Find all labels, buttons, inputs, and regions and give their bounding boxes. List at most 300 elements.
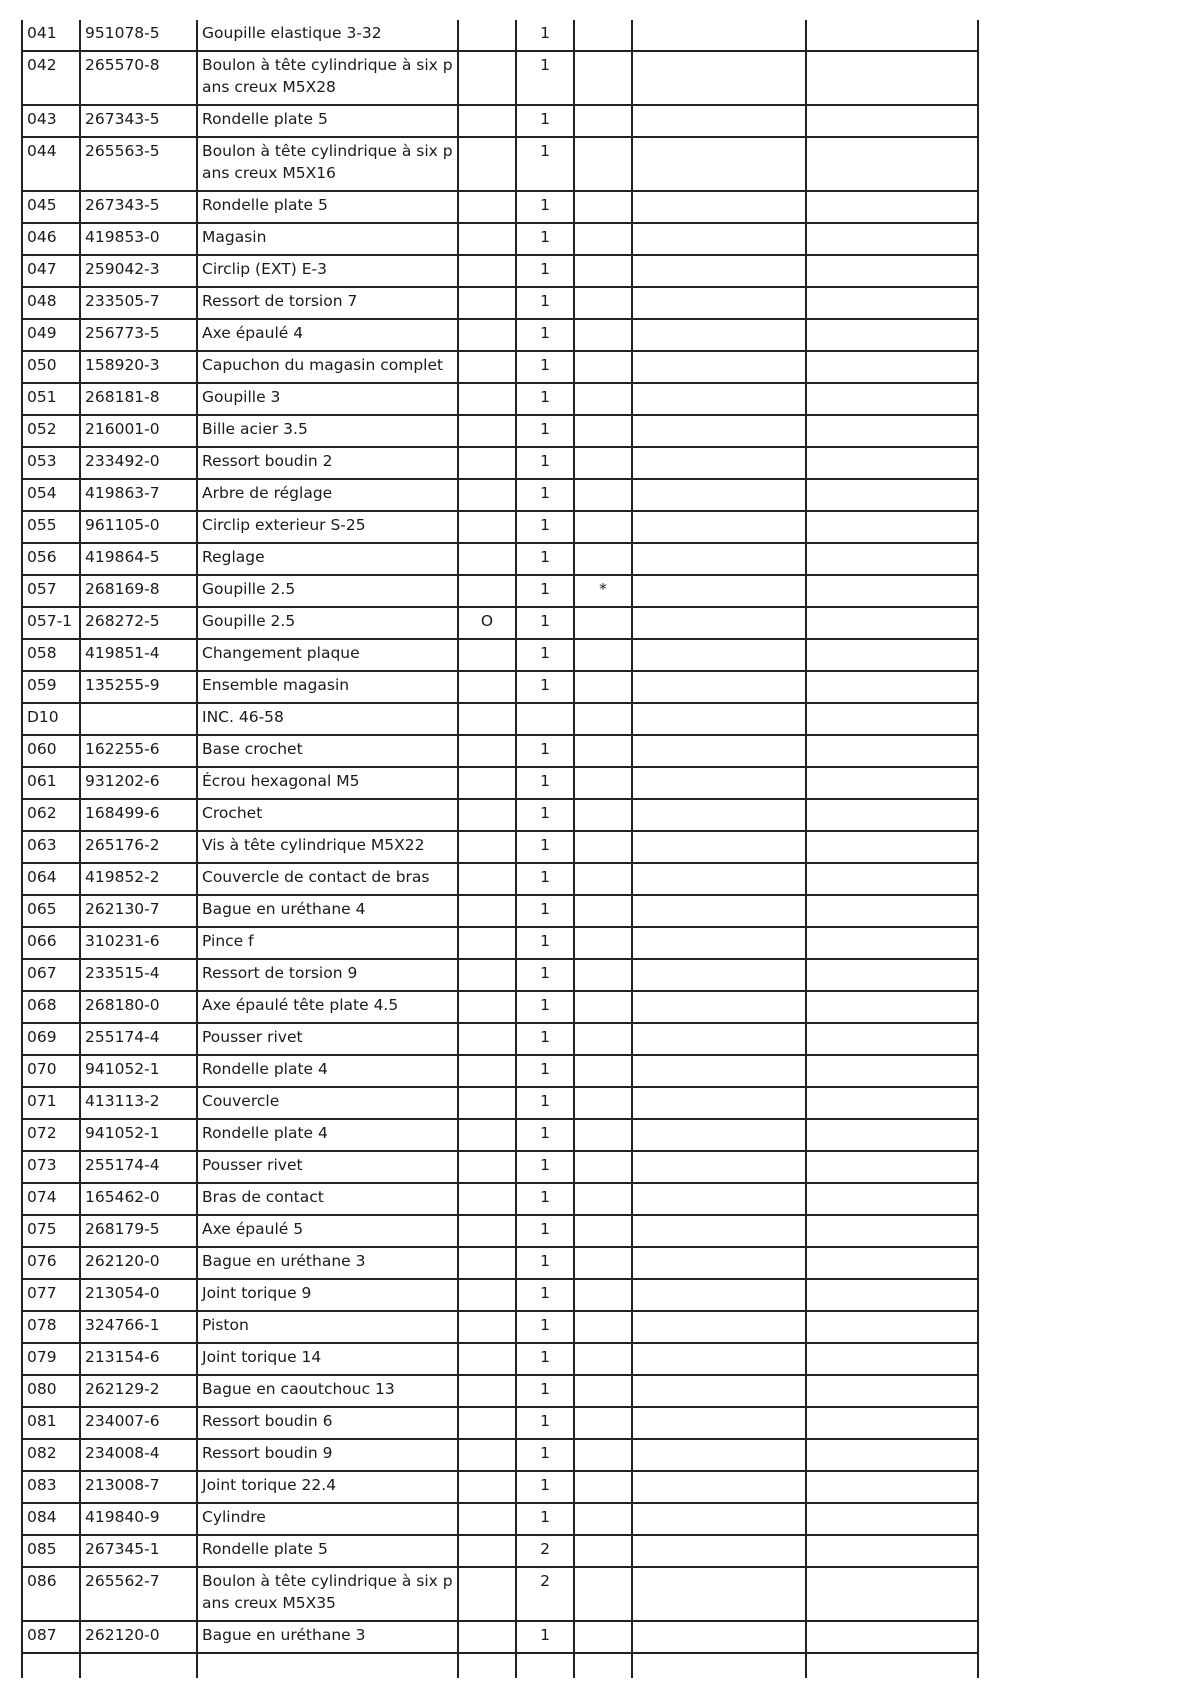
item-number: 069: [22, 1023, 80, 1055]
description: Axe épaulé 5: [197, 1215, 458, 1247]
marker-star: [574, 639, 632, 671]
marker-star: [574, 511, 632, 543]
table-row: [22, 799, 978, 831]
note-cell-2: [806, 799, 978, 831]
table-row: [22, 447, 978, 479]
note-cell-2: [806, 1621, 978, 1653]
note-cell: [632, 607, 806, 639]
quantity: 1: [516, 991, 574, 1023]
item-number: 072: [22, 1119, 80, 1151]
item-number: 057: [22, 575, 80, 607]
description: Ressort de torsion 7: [197, 287, 458, 319]
quantity: 1: [516, 1439, 574, 1471]
table-row: [22, 895, 978, 927]
marker-o: [458, 1055, 516, 1087]
note-cell: [632, 1439, 806, 1471]
note-cell: [632, 639, 806, 671]
description: Goupille 3: [197, 383, 458, 415]
marker-o: [458, 1621, 516, 1653]
part-number: 267345-1: [80, 1535, 197, 1567]
note-cell: [632, 1215, 806, 1247]
item-number: 074: [22, 1183, 80, 1215]
marker-o: [458, 51, 516, 105]
table-row: [22, 1247, 978, 1279]
description: Rondelle plate 5: [197, 191, 458, 223]
part-number: 961105-0: [80, 511, 197, 543]
part-number: 256773-5: [80, 319, 197, 351]
marker-star: [574, 255, 632, 287]
quantity: 1: [516, 639, 574, 671]
description: Rondelle plate 5: [197, 105, 458, 137]
table-row: [22, 51, 978, 105]
note-cell: [632, 575, 806, 607]
description: Goupille 2.5: [197, 607, 458, 639]
marker-star: [574, 1215, 632, 1247]
marker-o: [458, 1023, 516, 1055]
note-cell: [632, 223, 806, 255]
item-number: 046: [22, 223, 80, 255]
note-cell: [632, 1247, 806, 1279]
marker-o: [458, 415, 516, 447]
description: Boulon à tête cylindrique à six pans creux M5X16: [197, 137, 458, 191]
item-number: 083: [22, 1471, 80, 1503]
description: Vis à tête cylindrique M5X22: [197, 831, 458, 863]
note-cell-2: [806, 1023, 978, 1055]
item-number: 084: [22, 1503, 80, 1535]
note-cell-2: [806, 319, 978, 351]
item-number: 057-1: [22, 607, 80, 639]
note-cell-2: [806, 447, 978, 479]
item-number: 081: [22, 1407, 80, 1439]
part-number: 419863-7: [80, 479, 197, 511]
table-row: [22, 703, 978, 735]
marker-o: [458, 1503, 516, 1535]
item-number: 085: [22, 1535, 80, 1567]
marker-o: [458, 671, 516, 703]
table-row: [22, 1023, 978, 1055]
note-cell-2: [806, 51, 978, 105]
table-row: [22, 1503, 978, 1535]
description: Rondelle plate 5: [197, 1535, 458, 1567]
table-row: [22, 991, 978, 1023]
table-row: [22, 639, 978, 671]
part-number: 262120-0: [80, 1247, 197, 1279]
part-number: 234007-6: [80, 1407, 197, 1439]
part-number: 213154-6: [80, 1343, 197, 1375]
item-number: 055: [22, 511, 80, 543]
description: Pousser rivet: [197, 1023, 458, 1055]
note-cell: [632, 1279, 806, 1311]
table-row: [22, 479, 978, 511]
table-row: [22, 1087, 978, 1119]
note-cell: [632, 287, 806, 319]
quantity: 1: [516, 191, 574, 223]
note-cell-2: [806, 137, 978, 191]
marker-star: [574, 223, 632, 255]
part-number: 268180-0: [80, 991, 197, 1023]
note-cell-2: [806, 1215, 978, 1247]
marker-star: [574, 1279, 632, 1311]
table-row: [22, 1279, 978, 1311]
marker-o: [458, 1343, 516, 1375]
quantity: 1: [516, 105, 574, 137]
marker-star: [574, 51, 632, 105]
item-number: 049: [22, 319, 80, 351]
note-cell: [632, 1055, 806, 1087]
marker-star: [574, 1023, 632, 1055]
quantity: [516, 703, 574, 735]
part-number: 262129-2: [80, 1375, 197, 1407]
note-cell: [632, 1621, 806, 1653]
part-number: 324766-1: [80, 1311, 197, 1343]
note-cell-2: [806, 767, 978, 799]
marker-star: [574, 105, 632, 137]
marker-o: [458, 895, 516, 927]
note-cell-2: [806, 1087, 978, 1119]
marker-o: [458, 511, 516, 543]
marker-o: [458, 1119, 516, 1151]
part-number: 419864-5: [80, 543, 197, 575]
note-cell: [632, 831, 806, 863]
marker-star: [574, 1471, 632, 1503]
marker-star: [574, 479, 632, 511]
description: Arbre de réglage: [197, 479, 458, 511]
quantity: 1: [516, 607, 574, 639]
description: Ressort boudin 2: [197, 447, 458, 479]
marker-star: [574, 1407, 632, 1439]
note-cell: [632, 895, 806, 927]
item-number: 087: [22, 1621, 80, 1653]
note-cell: [632, 1151, 806, 1183]
marker-o: [458, 639, 516, 671]
table-row: [22, 511, 978, 543]
quantity: 1: [516, 767, 574, 799]
part-number: 268179-5: [80, 1215, 197, 1247]
marker-star: [574, 767, 632, 799]
description: Axe épaulé 4: [197, 319, 458, 351]
marker-star: [574, 1311, 632, 1343]
note-cell-2: [806, 895, 978, 927]
table-row: [22, 959, 978, 991]
marker-star: [574, 1151, 632, 1183]
description: Circlip (EXT) E-3: [197, 255, 458, 287]
description: Goupille 2.5: [197, 575, 458, 607]
quantity: 1: [516, 223, 574, 255]
quantity: 2: [516, 1567, 574, 1621]
marker-star: [574, 383, 632, 415]
description: INC. 46-58: [197, 703, 458, 735]
marker-star: [574, 543, 632, 575]
item-number: 070: [22, 1055, 80, 1087]
part-number: 255174-4: [80, 1023, 197, 1055]
marker-o: [458, 959, 516, 991]
empty-cell: [197, 1653, 458, 1678]
marker-star: [574, 319, 632, 351]
note-cell-2: [806, 223, 978, 255]
note-cell: [632, 1407, 806, 1439]
quantity: 1: [516, 1183, 574, 1215]
marker-o: [458, 1247, 516, 1279]
marker-o: [458, 479, 516, 511]
marker-o: [458, 1439, 516, 1471]
table-row: [22, 20, 978, 51]
table-row: [22, 735, 978, 767]
note-cell: [632, 351, 806, 383]
marker-o: [458, 767, 516, 799]
quantity: 1: [516, 863, 574, 895]
item-number: 048: [22, 287, 80, 319]
marker-o: [458, 319, 516, 351]
marker-star: [574, 799, 632, 831]
quantity: 1: [516, 1621, 574, 1653]
note-cell: [632, 799, 806, 831]
marker-o: [458, 799, 516, 831]
description: Bille acier 3.5: [197, 415, 458, 447]
marker-star: [574, 863, 632, 895]
note-cell: [632, 767, 806, 799]
item-number: 043: [22, 105, 80, 137]
table-row: [22, 607, 978, 639]
description: Circlip exterieur S-25: [197, 511, 458, 543]
note-cell: [632, 1183, 806, 1215]
quantity: 1: [516, 1247, 574, 1279]
marker-star: [574, 447, 632, 479]
quantity: 1: [516, 1343, 574, 1375]
marker-star: [574, 1183, 632, 1215]
table-row: [22, 191, 978, 223]
marker-star: [574, 607, 632, 639]
table-row: [22, 1375, 978, 1407]
marker-star: [574, 927, 632, 959]
item-number: 066: [22, 927, 80, 959]
part-number: 931202-6: [80, 767, 197, 799]
note-cell-2: [806, 20, 978, 51]
item-number: 061: [22, 767, 80, 799]
item-number: 041: [22, 20, 80, 51]
table-row: [22, 1343, 978, 1375]
description: Écrou hexagonal M5: [197, 767, 458, 799]
table-row: [22, 1567, 978, 1621]
marker-star: [574, 351, 632, 383]
marker-o: [458, 1151, 516, 1183]
description: Couvercle: [197, 1087, 458, 1119]
note-cell-2: [806, 639, 978, 671]
note-cell: [632, 20, 806, 51]
note-cell-2: [806, 479, 978, 511]
note-cell-2: [806, 1439, 978, 1471]
parts-table: [21, 20, 979, 1678]
table-row-empty: [22, 1653, 978, 1678]
note-cell-2: [806, 735, 978, 767]
note-cell-2: [806, 671, 978, 703]
note-cell-2: [806, 991, 978, 1023]
table-row: [22, 287, 978, 319]
note-cell: [632, 1311, 806, 1343]
item-number: 056: [22, 543, 80, 575]
part-number: 265570-8: [80, 51, 197, 105]
marker-star: [574, 1375, 632, 1407]
description: Bague en caoutchouc 13: [197, 1375, 458, 1407]
item-number: 064: [22, 863, 80, 895]
part-number: 234008-4: [80, 1439, 197, 1471]
empty-cell: [806, 1653, 978, 1678]
note-cell-2: [806, 511, 978, 543]
marker-star: [574, 137, 632, 191]
description: Joint torique 14: [197, 1343, 458, 1375]
note-cell: [632, 319, 806, 351]
table-row: [22, 1439, 978, 1471]
marker-o: [458, 927, 516, 959]
marker-star: [574, 1567, 632, 1621]
note-cell: [632, 671, 806, 703]
part-number: [80, 703, 197, 735]
note-cell-2: [806, 607, 978, 639]
marker-star: [574, 1503, 632, 1535]
quantity: 1: [516, 1279, 574, 1311]
note-cell-2: [806, 1535, 978, 1567]
note-cell: [632, 1567, 806, 1621]
item-number: 063: [22, 831, 80, 863]
table-row: [22, 1311, 978, 1343]
item-number: 068: [22, 991, 80, 1023]
note-cell-2: [806, 1151, 978, 1183]
item-number: 054: [22, 479, 80, 511]
item-number: 082: [22, 1439, 80, 1471]
quantity: 1: [516, 351, 574, 383]
note-cell: [632, 137, 806, 191]
item-number: 077: [22, 1279, 80, 1311]
item-number: 067: [22, 959, 80, 991]
part-number: 262130-7: [80, 895, 197, 927]
item-number: 062: [22, 799, 80, 831]
note-cell-2: [806, 351, 978, 383]
marker-o: [458, 1375, 516, 1407]
quantity: 1: [516, 447, 574, 479]
quantity: 1: [516, 1471, 574, 1503]
part-number: 265563-5: [80, 137, 197, 191]
note-cell-2: [806, 287, 978, 319]
table-row: [22, 575, 978, 607]
marker-o: [458, 223, 516, 255]
note-cell-2: [806, 1567, 978, 1621]
marker-o: [458, 137, 516, 191]
note-cell: [632, 735, 806, 767]
quantity: 1: [516, 1023, 574, 1055]
item-number: 050: [22, 351, 80, 383]
item-number: 073: [22, 1151, 80, 1183]
part-number: 268169-8: [80, 575, 197, 607]
description: Rondelle plate 4: [197, 1119, 458, 1151]
note-cell-2: [806, 927, 978, 959]
note-cell: [632, 1023, 806, 1055]
marker-star: [574, 287, 632, 319]
table-row: [22, 863, 978, 895]
item-number: 079: [22, 1343, 80, 1375]
description: Bague en uréthane 3: [197, 1247, 458, 1279]
description: Bague en uréthane 3: [197, 1621, 458, 1653]
table-row: [22, 1183, 978, 1215]
marker-star: [574, 191, 632, 223]
part-number: 941052-1: [80, 1119, 197, 1151]
table-row: [22, 1151, 978, 1183]
table-row: [22, 383, 978, 415]
description: Bras de contact: [197, 1183, 458, 1215]
marker-o: [458, 255, 516, 287]
description: Base crochet: [197, 735, 458, 767]
description: Piston: [197, 1311, 458, 1343]
note-cell-2: [806, 1407, 978, 1439]
description: Couvercle de contact de bras: [197, 863, 458, 895]
note-cell-2: [806, 1503, 978, 1535]
empty-cell: [458, 1653, 516, 1678]
part-number: 165462-0: [80, 1183, 197, 1215]
item-number: 086: [22, 1567, 80, 1621]
description: Magasin: [197, 223, 458, 255]
note-cell: [632, 479, 806, 511]
marker-star: [574, 991, 632, 1023]
item-number: 052: [22, 415, 80, 447]
quantity: 1: [516, 671, 574, 703]
description: Joint torique 9: [197, 1279, 458, 1311]
quantity: 1: [516, 799, 574, 831]
part-number: 259042-3: [80, 255, 197, 287]
note-cell-2: [806, 575, 978, 607]
quantity: 1: [516, 479, 574, 511]
part-number: 216001-0: [80, 415, 197, 447]
table-row: [22, 543, 978, 575]
marker-star: [574, 1087, 632, 1119]
table-row: [22, 137, 978, 191]
quantity: 1: [516, 511, 574, 543]
item-number: 071: [22, 1087, 80, 1119]
marker-star: [574, 671, 632, 703]
part-number: 941052-1: [80, 1055, 197, 1087]
part-number: 419840-9: [80, 1503, 197, 1535]
item-number: 080: [22, 1375, 80, 1407]
marker-star: [574, 959, 632, 991]
description: Ensemble magasin: [197, 671, 458, 703]
marker-o: [458, 831, 516, 863]
note-cell-2: [806, 1247, 978, 1279]
description: Ressort de torsion 9: [197, 959, 458, 991]
marker-o: [458, 703, 516, 735]
item-number: 051: [22, 383, 80, 415]
part-number: 135255-9: [80, 671, 197, 703]
part-number: 168499-6: [80, 799, 197, 831]
table-row: [22, 319, 978, 351]
marker-star: [574, 1535, 632, 1567]
part-number: 268181-8: [80, 383, 197, 415]
quantity: 1: [516, 1151, 574, 1183]
marker-star: [574, 415, 632, 447]
description: Goupille elastique 3-32: [197, 20, 458, 51]
quantity: 1: [516, 20, 574, 51]
marker-o: [458, 191, 516, 223]
item-number: 076: [22, 1247, 80, 1279]
marker-star: [574, 1439, 632, 1471]
note-cell-2: [806, 1375, 978, 1407]
description: Ressort boudin 6: [197, 1407, 458, 1439]
description: Boulon à tête cylindrique à six pans creux M5X35: [197, 1567, 458, 1621]
note-cell: [632, 51, 806, 105]
table-row: [22, 415, 978, 447]
part-number: 162255-6: [80, 735, 197, 767]
note-cell-2: [806, 1311, 978, 1343]
quantity: 1: [516, 543, 574, 575]
note-cell-2: [806, 1119, 978, 1151]
note-cell: [632, 1375, 806, 1407]
table-row: [22, 1215, 978, 1247]
